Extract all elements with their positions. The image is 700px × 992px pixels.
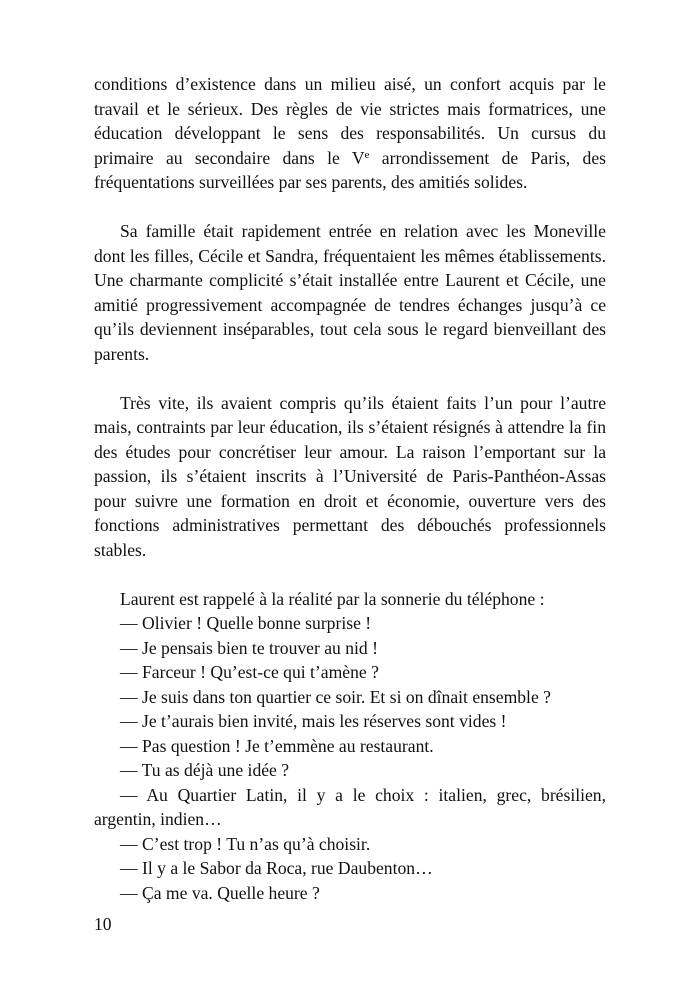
paragraph-gap bbox=[94, 366, 606, 391]
paragraph-1-text-end: arrondissement de Paris, des fréquentations surveillées par ses parents, des amitiés solides. bbox=[94, 147, 606, 192]
dialogue-line: — Je suis dans ton quartier ce soir. Et si on dînait ensemble ? bbox=[120, 686, 551, 707]
dialogue-line: Laurent est rappelé à la réalité par la sonnerie du téléphone : bbox=[120, 588, 545, 609]
dialogue-line: — Je t’aurais bien invité, mais les réserves sont vides ! bbox=[120, 711, 507, 731]
dialogue-line: — Au Quartier Latin, il y a le choix : italien, grec, brésilien, argentin, indien… bbox=[94, 784, 606, 829]
paragraph-1-text: conditions d’existence dans un milieu aisé, un confort acquis par le travail et le sérieux. Des règles de vie strictes mais formatrices, une éducation développant le sens des responsabilités. Un cursus du primaire au secondaire dans le V bbox=[94, 74, 606, 168]
paragraph-1-superscript: e bbox=[364, 148, 370, 161]
dialogue-line: — Olivier ! Quelle bonne surprise ! bbox=[120, 613, 372, 633]
page-body bbox=[94, 72, 606, 905]
dialogue-block bbox=[94, 587, 606, 906]
dialogue-line: — Ça me va. Quelle heure ? bbox=[120, 882, 320, 903]
dialogue-line: — Farceur ! Qu’est-ce qui t’amène ? bbox=[120, 662, 379, 682]
dialogue-line: — Il y a le Sabor da Roca, rue Daubenton… bbox=[120, 858, 433, 878]
dialogue-line: — Je pensais bien te trouver au nid ! bbox=[120, 637, 378, 658]
paragraph-gap bbox=[94, 195, 606, 220]
page-number: 10 bbox=[94, 914, 112, 934]
dialogue-line: — Tu as déjà une idée ? bbox=[120, 760, 290, 780]
paragraph-2: Sa famille était rapidement entrée en relation avec les Moneville dont les filles, Cécile et Sandra, fréquentaient les mêmes établissements. Une charmante complicité s’était installée entre Laurent et Cécile, une amitié progressivement accompagnée de tendres échanges jusqu’à ce qu’ils deviennent inséparables, tout cela sous le regard bienveillant des parents. bbox=[94, 221, 606, 364]
paragraph-3: Très vite, ils avaient compris qu’ils étaient faits l’un pour l’autre mais, contraints par leur éducation, ils s’étaient résignés à attendre la fin des études pour concrétiser leur amour. La raison l’emportant sur la passion, ils s’étaient inscrits à l’Université de Paris-Panthéon-Assas pour suivre une formation en droit et économie, ouverture vers des fonctions administratives permettant des débouchés professionnels stables. bbox=[94, 392, 606, 560]
paragraph-gap bbox=[94, 562, 606, 587]
dialogue-line: — C’est trop ! Tu n’as qu’à choisir. bbox=[120, 833, 371, 854]
paragraph-1 bbox=[94, 72, 606, 195]
dialogue-line: — Pas question ! Je t’emmène au restaurant. bbox=[120, 735, 434, 756]
